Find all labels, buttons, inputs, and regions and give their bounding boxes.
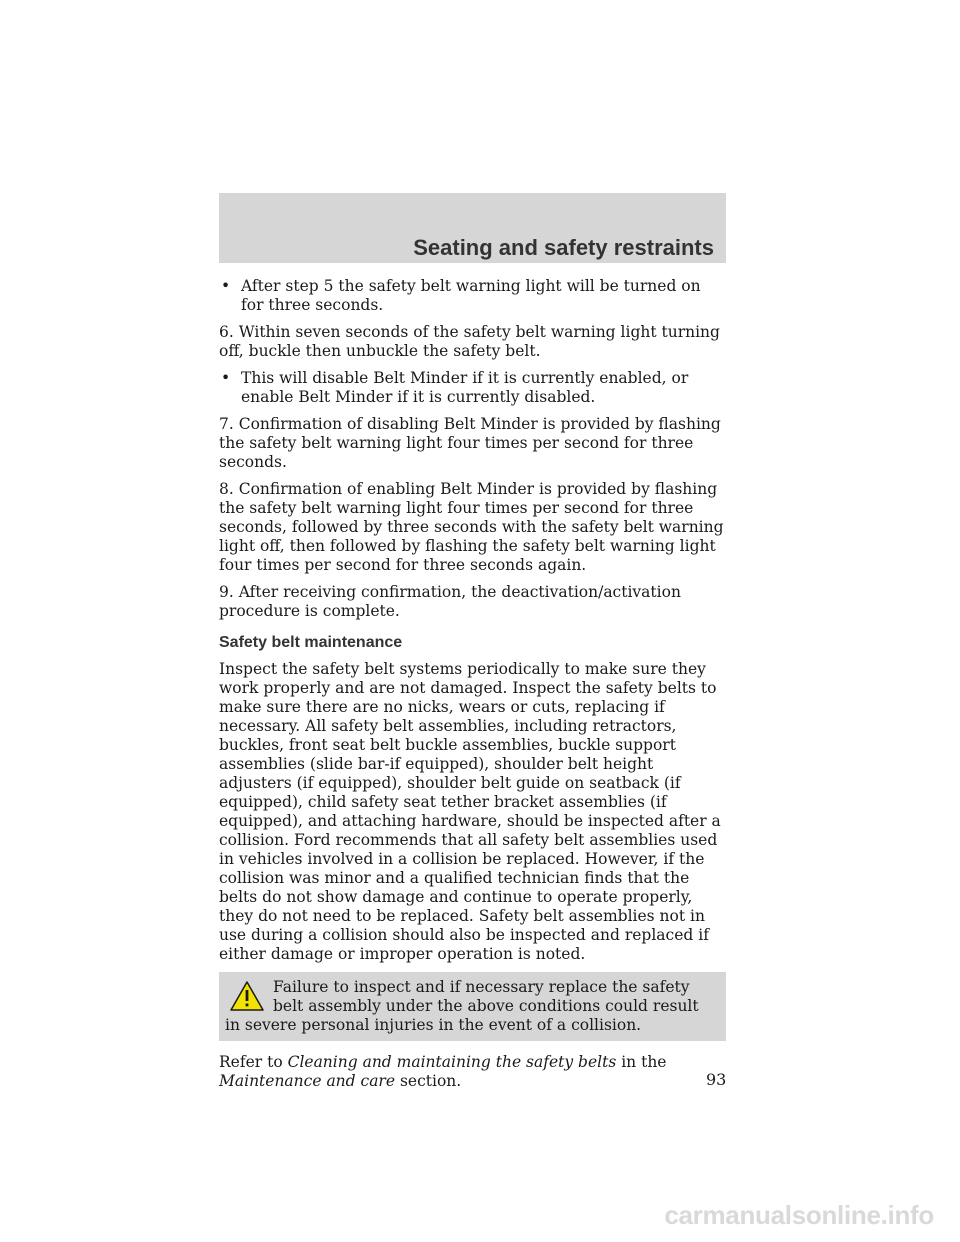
maintenance-heading: Safety belt maintenance	[219, 634, 403, 651]
warning-box	[219, 972, 726, 1041]
reference-link-cleaning: Cleaning and maintaining the safety belts	[287, 1053, 617, 1071]
reference-prefix: Refer to	[219, 1053, 288, 1071]
bullet-text: This will disable Belt Minder if it is currently enabled, or enable Belt Minder if it is currently disabled.	[241, 369, 689, 406]
reference-link-maintenance: Maintenance and care	[219, 1072, 396, 1090]
reference-line	[219, 1053, 726, 1091]
watermark: carmanualsonline.info	[664, 1200, 934, 1230]
bullet-symbol: •	[221, 369, 231, 387]
bullet-item	[219, 277, 726, 315]
section-title: Seating and safety restraints	[413, 235, 714, 260]
step-paragraph: 6. Within seven seconds of the safety belt warning light turning off, buckle then unbuckle the safety belt.	[219, 323, 720, 360]
warning-triangle-icon	[229, 980, 265, 1012]
bullet-text: After step 5 the safety belt warning light will be turned on for three seconds.	[241, 277, 701, 314]
bullet-item	[219, 369, 726, 407]
bullet-symbol: •	[221, 277, 231, 295]
reference-middle: in the	[616, 1053, 667, 1071]
warning-text: Failure to inspect and if necessary replace the safety belt assembly under the above conditions could result in severe personal injuries in the event of a collision.	[225, 978, 699, 1034]
section-header-band	[219, 193, 726, 263]
maintenance-body: Inspect the safety belt systems periodically to make sure they work properly and are not damaged. Inspect the safety belts to make sure there are no nicks, wears or cuts, replacing if necessary. All safety belt assemblies, including retractors, buckles, front seat belt buckle assemblies, buckle support assemblies (slide bar-if equipped), shoulder belt height adjusters (if equipped), shoulder belt guide on seatback (if equipped), child safety seat tether bracket assemblies (if equipped), and attaching hardware, should be inspected after a collision. Ford recommends that all safety belt assemblies used in vehicles involved in a collision be replaced. However, if the collision was minor and a qualified technician finds that the belts do not show damage and continue to operate properly, they do not need to be replaced. Safety belt assemblies not in use during a collision should also be inspected and replaced if either damage or improper operation is noted.	[219, 660, 721, 963]
page-content	[219, 277, 726, 1091]
reference-suffix: section.	[395, 1072, 462, 1090]
step-paragraph: 9. After receiving confirmation, the deactivation/activation procedure is complete.	[219, 583, 681, 620]
step-paragraph: 7. Confirmation of disabling Belt Minder is provided by flashing the safety belt warning light four times per second for three seconds.	[219, 415, 721, 471]
step-paragraph: 8. Confirmation of enabling Belt Minder is provided by flashing the safety belt warning light four times per second for three seconds, followed by three seconds with the safety belt warning light off, then followed by flashing the safety belt warning light four times per second for three seconds again.	[219, 480, 724, 574]
page-number: 93	[706, 1070, 727, 1089]
